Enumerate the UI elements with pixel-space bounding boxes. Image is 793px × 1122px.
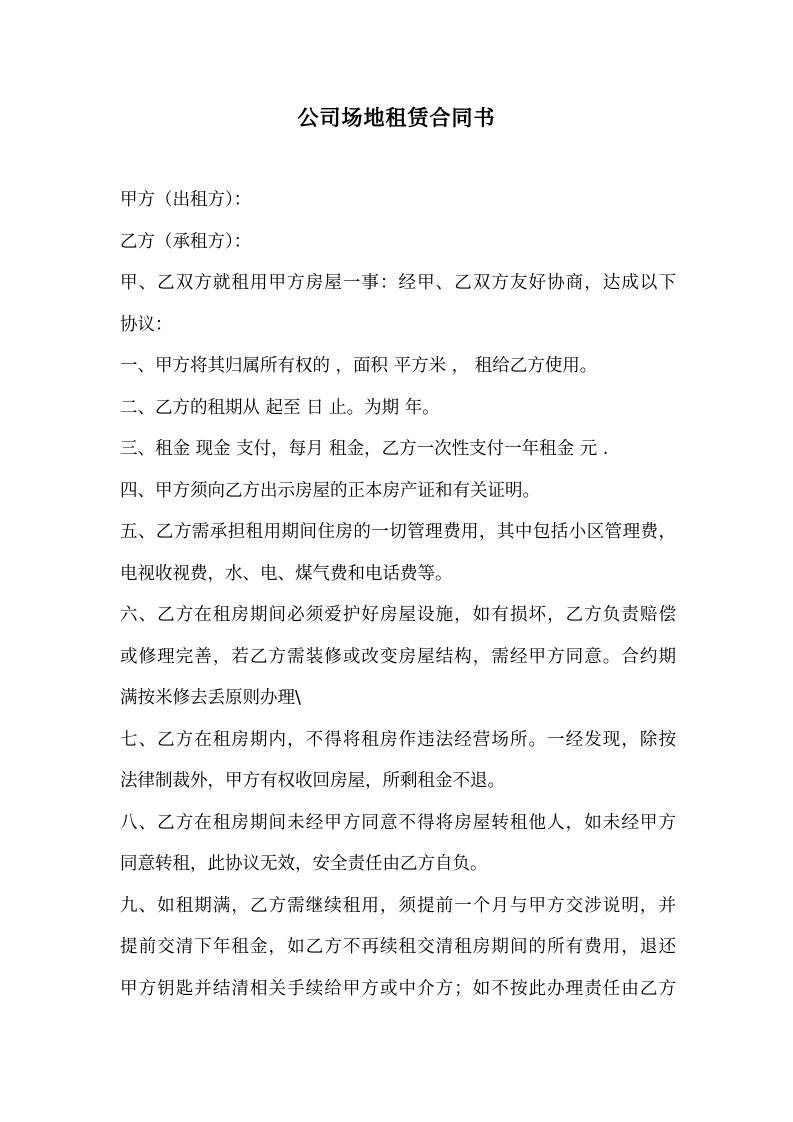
document-line: 甲方（出租方）： (120, 190, 252, 210)
document-line: 或修理完善，若乙方需装修或改变房屋结构，需经甲方同意。合约期 (120, 646, 676, 667)
document-line: 协议： (120, 314, 173, 335)
document-line: 同意转租，此协议无效，安全责任由乙方自负。 (120, 854, 488, 874)
document-line: 乙方（承租方）： (120, 231, 252, 252)
document-line: 八、乙方在租房期间未经甲方同意不得将房屋转租他人，如未经甲方 (120, 812, 676, 833)
document-line: 提前交清下年租金，如乙方不再续租交清租房期间的所有费用，退还 (120, 937, 676, 957)
document-line: 四、甲方须向乙方出示房屋的正本房产证和有关证明。 (120, 480, 540, 501)
document-line: 甲方钥匙并结清相关手续给甲方或中介方；如不按此办理责任由乙方 (120, 978, 676, 999)
document-line: 九、如租期满，乙方需继续租用，须提前一个月与甲方交涉说明，并 (120, 895, 676, 916)
document-line: 五、乙方需承担租用期间住房的一切管理费用，其中包括小区管理费， (120, 522, 676, 542)
document-line: 一、甲方将其归属所有权的 ，面积 平方米 ， 租给乙方使用。 (120, 356, 598, 376)
document-line: 甲、乙双方就租用甲方房屋一事：经甲、乙双方友好协商，达成以下 (120, 273, 676, 293)
document-title: 公司场地租赁合同书 (297, 106, 496, 130)
document-line: 法律制裁外，甲方有权收回房屋，所剩租金不退。 (120, 771, 505, 791)
document-line: 二、乙方的租期从 起至 日 止。为期 年。 (120, 397, 440, 418)
document-line: 七、乙方在租房期内，不得将租房作违法经营场所。一经发现，除按 (120, 729, 676, 750)
document-line: 六、乙方在租房期间必须爱护好房屋设施，如有损坏，乙方负责赔偿 (120, 605, 676, 625)
document-line: 满按米修去丢原则办理\ (120, 688, 301, 708)
document-line: 三、租金 现金 支付，每月 租金，乙方一次性支付一年租金 元 . (120, 439, 609, 459)
document-line: 电视收视费，水、电、煤气费和电话费等。 (120, 563, 453, 584)
document-body (120, 180, 676, 1010)
